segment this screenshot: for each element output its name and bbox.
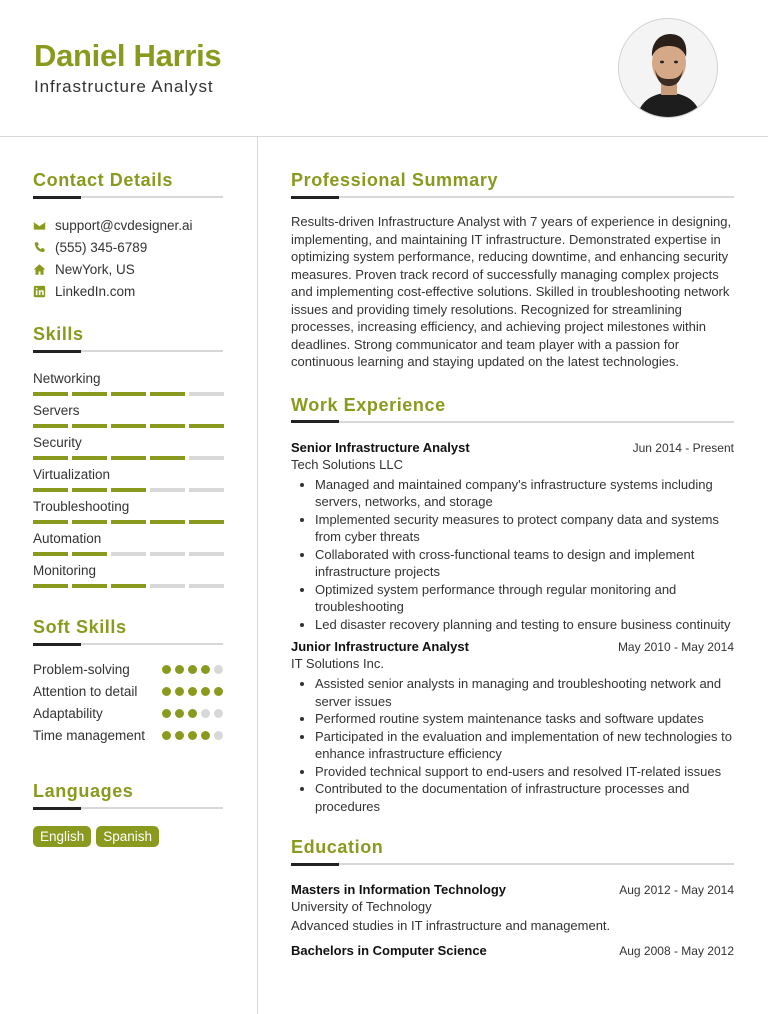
- degree-date: Aug 2012 - May 2014: [619, 883, 734, 897]
- soft-skill-row: [33, 727, 223, 745]
- skill-row: [33, 563, 223, 595]
- section-rule: [33, 643, 223, 645]
- skill-level-segment: [72, 520, 107, 524]
- education-entry: [291, 943, 734, 958]
- skills-heading: Skills: [33, 324, 84, 344]
- job-bullets: [291, 476, 734, 634]
- job-bullet: • Implemented security measures to protect company data and systems from cyber threats: [315, 511, 734, 546]
- soft-skill-rating: [162, 665, 223, 679]
- job-bullets: [291, 675, 734, 815]
- skill-row: [33, 531, 223, 563]
- rating-dot: [188, 687, 197, 696]
- rating-dot: [214, 709, 223, 718]
- skill-level-segment: [189, 424, 224, 428]
- job-role: Senior Infrastructure Analyst: [291, 439, 470, 455]
- rating-dot: [201, 665, 210, 674]
- skill-level-segment: [150, 552, 185, 556]
- job-date: Jun 2014 - Present: [632, 440, 734, 455]
- skill-level-segment: [150, 456, 185, 460]
- skill-level-segment: [33, 584, 68, 588]
- contact-phone-text: (555) 345-6789: [55, 239, 148, 255]
- rating-dot: [162, 731, 171, 740]
- language-tag: Spanish: [96, 826, 159, 847]
- home-icon: [33, 263, 46, 276]
- job-bullet: • Provided technical support to end-users and resolved IT-related issues: [315, 763, 734, 781]
- skill-level-segment: [111, 424, 146, 428]
- skill-name: Servers: [33, 403, 80, 418]
- skill-level-segment: [189, 456, 224, 460]
- summary-heading: Professional Summary: [291, 170, 499, 190]
- skill-level-segment: [33, 520, 68, 524]
- skill-level-segment: [150, 392, 185, 396]
- contact-location: [33, 258, 223, 280]
- school-name: University of Technology: [291, 899, 432, 914]
- skill-level-bar: [33, 392, 224, 396]
- phone-icon: [33, 241, 46, 254]
- job-entry: [291, 440, 734, 634]
- skill-name: Automation: [33, 531, 102, 546]
- skill-level-segment: [33, 424, 68, 428]
- languages-section: [33, 781, 223, 847]
- rating-dot: [188, 665, 197, 674]
- skill-level-segment: [111, 456, 146, 460]
- skill-level-segment: [111, 392, 146, 396]
- job-bullet: • Performed routine system maintenance tasks and software updates: [315, 710, 734, 728]
- skill-level-segment: [72, 424, 107, 428]
- rating-dot: [162, 687, 171, 696]
- job-bullet: • Assisted senior analysts in managing and troubleshooting network and server issues: [315, 675, 734, 710]
- skill-row: [33, 499, 223, 531]
- job-bullet: • Collaborated with cross-functional teams to design and implement infrastructure projects: [315, 546, 734, 581]
- rating-dot: [214, 665, 223, 674]
- skill-level-segment: [189, 552, 224, 556]
- skill-level-segment: [72, 552, 107, 556]
- skill-name: Troubleshooting: [33, 499, 130, 514]
- skill-level-segment: [33, 456, 68, 460]
- skill-name: Networking: [33, 371, 101, 386]
- skill-level-segment: [150, 424, 185, 428]
- profile-photo: [618, 18, 718, 118]
- skill-row: [33, 467, 223, 499]
- section-rule: [33, 350, 223, 352]
- soft-skill-name: Adaptability: [33, 706, 103, 721]
- job-company: IT Solutions Inc.: [291, 656, 384, 671]
- skill-level-segment: [189, 488, 224, 492]
- skill-level-segment: [72, 584, 107, 588]
- rating-dot: [162, 665, 171, 674]
- soft-skill-rating: [162, 709, 223, 723]
- rating-dot: [188, 709, 197, 718]
- section-rule: [33, 807, 223, 809]
- degree-date: Aug 2008 - May 2012: [619, 944, 734, 958]
- job-role: Junior Infrastructure Analyst: [291, 639, 469, 654]
- job-bullet: • Managed and maintained company's infrastructure systems including servers, networks, and storage: [315, 476, 734, 511]
- job-date: May 2010 - May 2014: [617, 640, 734, 654]
- column-divider: [257, 137, 258, 1014]
- soft-skill-name: Attention to detail: [33, 684, 138, 699]
- job-company: Tech Solutions LLC: [291, 456, 404, 472]
- rating-dot: [175, 731, 184, 740]
- section-rule: [291, 196, 734, 198]
- rating-dot: [201, 709, 210, 718]
- candidate-name: Daniel Harris: [34, 38, 222, 73]
- skill-level-bar: [33, 552, 224, 556]
- rating-dot: [162, 709, 171, 718]
- rating-dot: [188, 731, 197, 740]
- soft-skill-row: [33, 661, 223, 679]
- language-tag: English: [33, 826, 91, 847]
- skill-level-segment: [111, 552, 146, 556]
- skill-row: [33, 435, 223, 467]
- skill-level-segment: [72, 488, 107, 492]
- main-column: [291, 170, 734, 958]
- degree-description: Advanced studies in IT infrastructure and management.: [291, 918, 611, 933]
- skill-level-segment: [150, 520, 185, 524]
- degree-title: Masters in Information Technology: [291, 882, 507, 897]
- experience-heading: Work Experience: [291, 394, 446, 415]
- skill-level-segment: [72, 392, 107, 396]
- skill-level-segment: [189, 520, 224, 524]
- contact-linkedin-text: LinkedIn.com: [55, 283, 136, 299]
- job-entry: [291, 639, 734, 815]
- experience-section: [291, 395, 734, 816]
- sidebar: [33, 170, 223, 847]
- email-icon: [33, 219, 46, 232]
- soft-skills-section: [33, 617, 223, 745]
- skill-level-bar: [33, 488, 224, 492]
- skill-level-bar: [33, 456, 224, 460]
- skill-level-segment: [150, 584, 185, 588]
- skill-level-segment: [33, 552, 68, 556]
- degree-title: Bachelors in Computer Science: [291, 943, 487, 958]
- languages-heading: Languages: [33, 781, 134, 801]
- skill-level-segment: [33, 488, 68, 492]
- skills-section: [33, 324, 223, 595]
- education-entry: [291, 882, 734, 933]
- resume-header: [0, 0, 768, 137]
- skill-name: Security: [33, 435, 82, 450]
- soft-skills-heading: Soft Skills: [33, 617, 127, 637]
- contact-section: [33, 170, 223, 302]
- rating-dot: [201, 687, 210, 696]
- rating-dot: [175, 687, 184, 696]
- candidate-title: Infrastructure Analyst: [34, 77, 214, 96]
- job-bullet: • Led disaster recovery planning and testing to ensure business continuity: [315, 616, 734, 634]
- contact-email[interactable]: [33, 214, 223, 236]
- skill-level-bar: [33, 584, 224, 588]
- job-bullet: • Contributed to the documentation of infrastructure processes and procedures: [315, 780, 734, 815]
- job-bullet: • Participated in the evaluation and implementation of new technologies to enhance infrastructure efficiency: [315, 728, 734, 763]
- job-bullet: • Optimized system performance through regular monitoring and troubleshooting: [315, 581, 734, 616]
- contact-phone[interactable]: [33, 236, 223, 258]
- skill-level-bar: [33, 424, 224, 428]
- soft-skill-rating: [162, 731, 223, 745]
- skill-level-segment: [111, 488, 146, 492]
- skill-level-segment: [33, 392, 68, 396]
- skill-row: [33, 371, 223, 403]
- linkedin-icon: [33, 285, 46, 298]
- rating-dot: [214, 687, 223, 696]
- rating-dot: [214, 731, 223, 740]
- section-rule: [291, 421, 734, 423]
- soft-skill-name: Problem-solving: [33, 662, 130, 677]
- skill-name: Virtualization: [33, 467, 111, 482]
- summary-section: [291, 170, 734, 371]
- skill-level-segment: [111, 584, 146, 588]
- contact-email-text: support@cvdesigner.ai: [55, 217, 193, 233]
- skill-level-segment: [189, 392, 224, 396]
- contact-location-text: NewYork, US: [55, 261, 135, 277]
- skill-level-segment: [72, 456, 107, 460]
- skill-level-segment: [111, 520, 146, 524]
- section-rule: [291, 863, 734, 865]
- soft-skill-rating: [162, 687, 223, 701]
- education-section: [291, 837, 734, 958]
- skill-level-segment: [189, 584, 224, 588]
- skill-level-bar: [33, 520, 224, 524]
- skill-level-segment: [150, 488, 185, 492]
- skill-row: [33, 403, 223, 435]
- rating-dot: [175, 665, 184, 674]
- skill-name: Monitoring: [33, 563, 97, 578]
- rating-dot: [201, 731, 210, 740]
- section-rule: [33, 196, 223, 198]
- education-heading: Education: [291, 837, 384, 857]
- rating-dot: [175, 709, 184, 718]
- summary-text: Results-driven Infrastructure Analyst with 7 years of experience in designing, implementing, and maintaining IT infrastructure. Demonstrated expertise in optimizing system performance, reducing downtime, and enhancing security measures. Proven track record of successfully managing complex projects and implementing cost-effective solutions. Skilled in troubleshooting network issues and providing timely resolutions. Recognized for streamlining processes, increasing efficiency, and achieving project milestones within deadlines. Strong communicator and team player with a passion for continuous learning and staying updated on the latest technologies.: [291, 214, 732, 369]
- avatar-portrait-icon: [619, 19, 718, 118]
- soft-skill-name: Time management: [33, 728, 146, 743]
- contact-heading: Contact Details: [33, 170, 174, 190]
- contact-linkedin[interactable]: [33, 280, 223, 302]
- soft-skill-row: [33, 705, 223, 723]
- soft-skill-row: [33, 683, 223, 701]
